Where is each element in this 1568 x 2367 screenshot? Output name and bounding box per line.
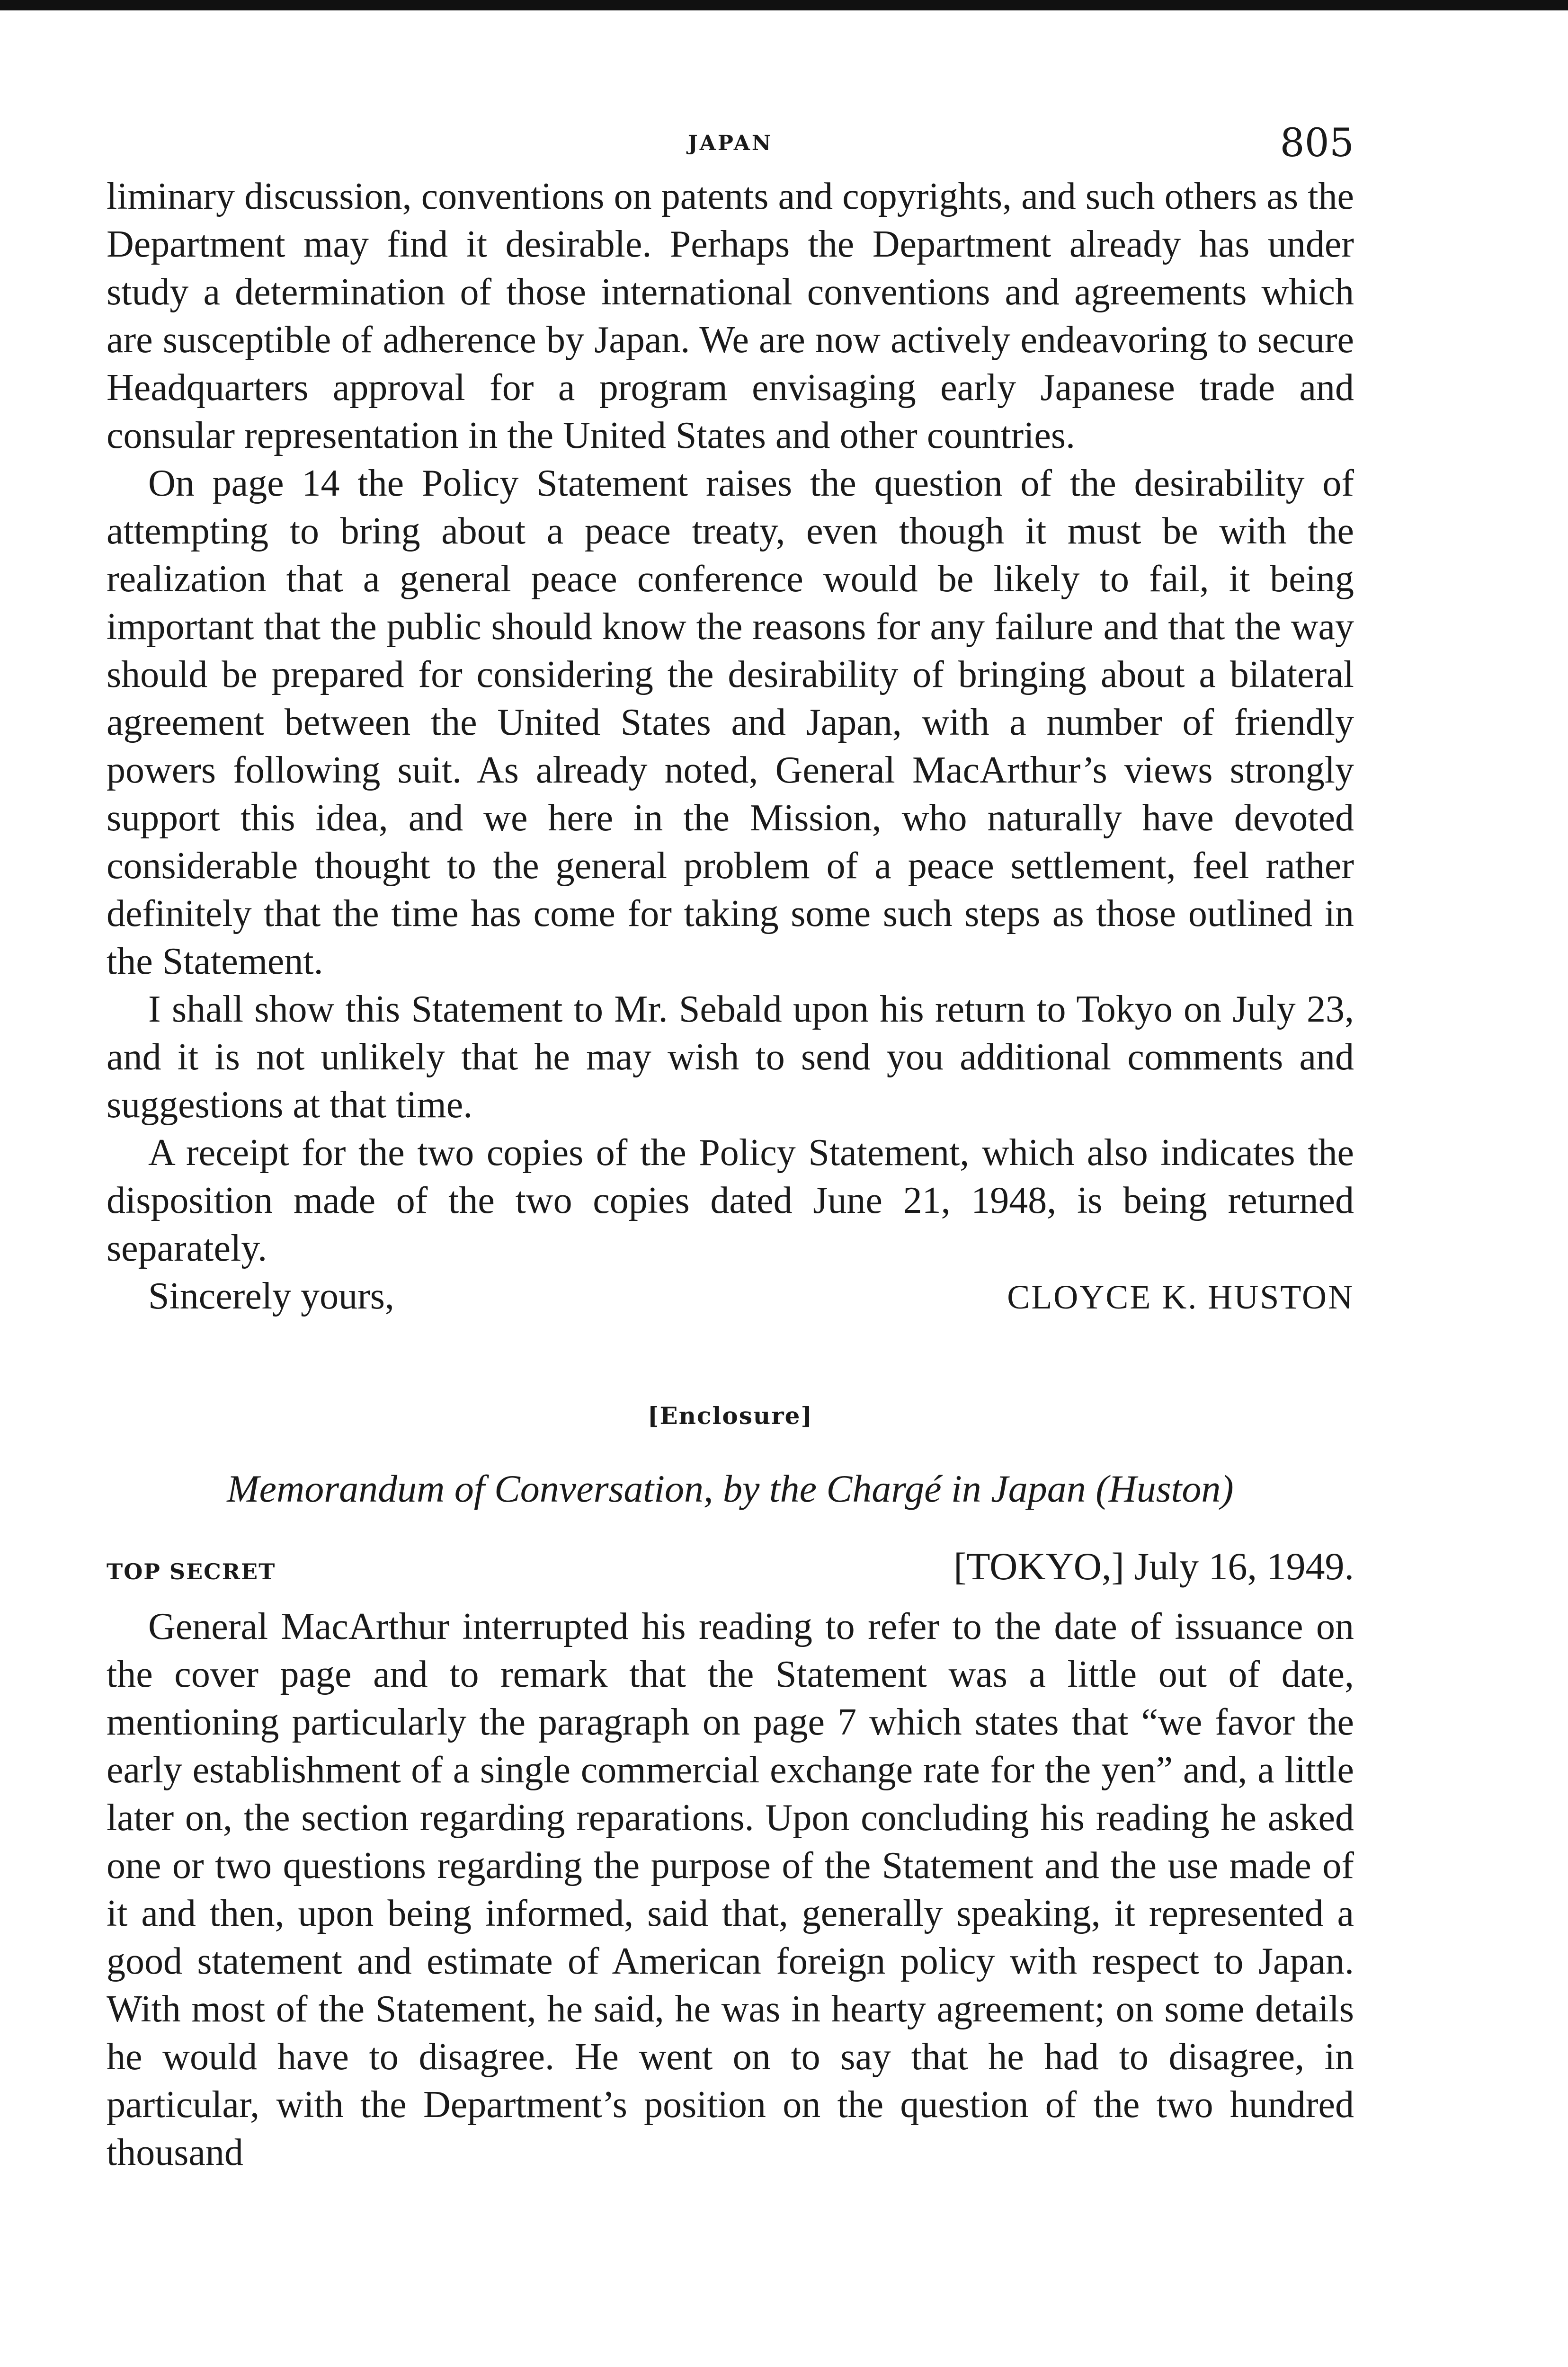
- memo-body: [107, 1603, 1354, 2177]
- memo-dateline: [TOKYO,] July 16, 1949.: [953, 1545, 1354, 1588]
- classification-line: [107, 1544, 1354, 1589]
- letter-body: [107, 173, 1354, 1321]
- complimentary-close: Sincerely yours,: [148, 1275, 394, 1317]
- running-title: JAPAN: [687, 131, 773, 155]
- running-header: [107, 121, 1354, 173]
- letter-paragraph-1: liminary discussion, conventions on patents and copyrights, and such others as the Department may find it desirable. Perhaps the Department already has under study a determination of those international conventions and agreements which are susceptible of adherence by Japan. We are now actively endeavoring to secure Headquarters approval for a program envisaging early Japanese trade and consular representation in the United States and other countries.: [107, 176, 1354, 456]
- letter-paragraph-3: I shall show this Statement to Mr. Sebald upon his return to Tokyo on July 23, and it is not unlikely that he may wish to send you additional comments and suggestions at that time.: [107, 988, 1354, 1126]
- page-number: 805: [1280, 121, 1354, 166]
- signature: CLOYCE K. HUSTON: [1007, 1278, 1354, 1316]
- memo-title: Memorandum of Conversation, by the Chargé in Japan (Huston): [227, 1467, 1234, 1510]
- memo-paragraph-1: General MacArthur interrupted his reading to refer to the date of issuance on the cover page and to remark that the Statement was a little out of date, mentioning particularly the paragraph on page 7 which states that “we favor the early establishment of a single commercial exchange rate for the yen” and, a little later on, the section regarding reparations. Upon concluding his reading he asked one or two questions regarding the purpose of the Statement and the use made of it and then, upon being informed, said that, generally speaking, it represented a good statement and estimate of American foreign policy with respect to Japan. With most of the Statement, he said, he was in hearty agreement; on some details he would have to disagree. He went on to say that he had to disagree, in particular, with the Department’s position on the question of the two hundred thousand: [107, 1606, 1354, 2173]
- letter-paragraph-2: On page 14 the Policy Statement raises the question of the desirability of attempting to bring about a peace treaty, even though it must be with the realization that a general peace conference would be likely to fail, it being important that the public should know the reasons for any failure and that the way should be prepared for considering the desirability of bringing about a bilateral agreement between the United States and Japan, with a number of friendly powers following suit. As already noted, General MacArthur’s views strongly support this idea, and we here in the Mission, who naturally have devoted considerable thought to the general problem of a peace settlement, feel rather definitely that the time has come for taking some such steps as those outlined in the Statement.: [107, 463, 1354, 982]
- letter-paragraph-4: A receipt for the two copies of the Policy Statement, which also indicates the disposition made of the two copies dated June 21, 1948, is being returned separately.: [107, 1132, 1354, 1269]
- enclosure-label: [Enclosure]: [647, 1402, 813, 1430]
- top-border-rule: [0, 0, 1568, 10]
- letter-closing-line: [148, 1272, 1354, 1321]
- document-page: [107, 121, 1354, 2177]
- classification-marking: TOP SECRET: [107, 1559, 276, 1584]
